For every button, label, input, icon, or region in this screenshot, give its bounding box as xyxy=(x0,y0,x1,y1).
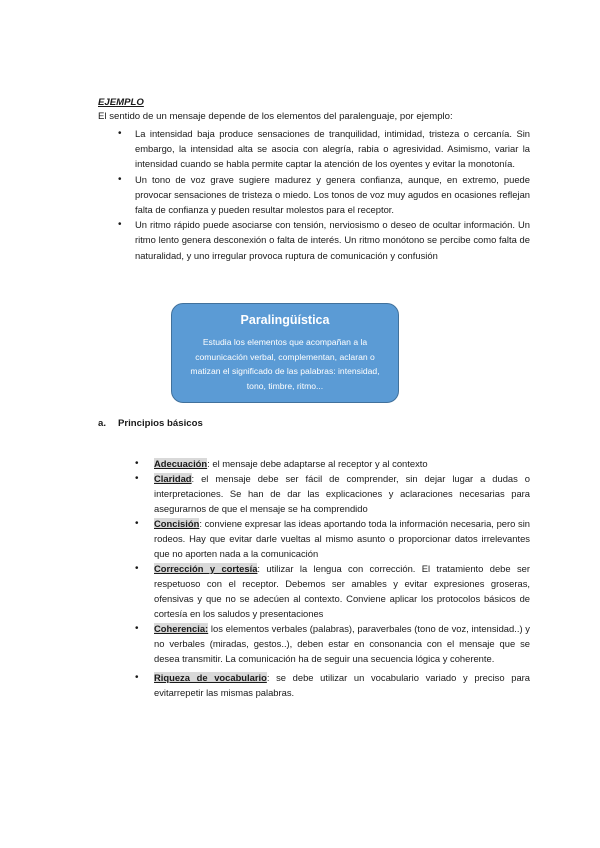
list-item xyxy=(135,516,530,561)
bullet-icon: • xyxy=(135,563,139,574)
bullet-icon: • xyxy=(135,672,139,683)
bullet-icon: • xyxy=(135,458,139,469)
callout-title: Paralingüística xyxy=(240,313,330,327)
bullet-icon: • xyxy=(135,473,139,484)
principle-term: Coherencia: xyxy=(154,623,209,634)
example-bullet-list xyxy=(98,126,530,263)
bullet-icon: • xyxy=(118,219,122,231)
principle-text: : utilizar la lengua con corrección. El tratamiento debe ser respetuoso con el receptor. Debemos ser amables y evitar expresiones groseras, ofensivas y que no se adecúen al contexto. Conviene aplicar los protocolos básicos de cortesía en los saludos y presentaciones xyxy=(154,563,531,619)
section-title-text: Principios básicos xyxy=(118,418,203,429)
list-item xyxy=(135,561,530,621)
example-intro: El sentido de un mensaje depende de los elementos del paralenguaje, por ejemplo: xyxy=(98,111,453,122)
list-item xyxy=(135,670,530,700)
list-item xyxy=(135,621,530,666)
principle-term: Adecuación xyxy=(154,458,208,469)
principle-term: Corrección y cortesía xyxy=(154,563,258,574)
paralinguistics-callout-box xyxy=(171,303,399,403)
list-item xyxy=(98,126,530,172)
list-item xyxy=(135,456,530,471)
list-item-text: Un ritmo rápido puede asociarse con tensión, nerviosismo o deseo de ocultar información. Un ritmo lento genera desconexión o falta de interés. Un ritmo monótono se percibe como falta de naturalidad, y uno irregular provoca ruptura de comunicación y confusión xyxy=(135,219,530,261)
list-item-text: La intensidad baja produce sensaciones de tranquilidad, intimidad, tristeza o cercanía. Sin embargo, la intensidad alta se asocia con alegría, rabia o agresividad. Asimismo, variar la intensidad cuando se habla permite captar la atención de los oyentes y evitar la monotonía. xyxy=(135,128,530,170)
principle-text: : conviene expresar las ideas aportando toda la información necesaria, pero sin rodeos. Hay que evitar darle vueltas al mismo asunto o proporcionar datos irrelevantes que no aporten nada a la comunicación xyxy=(154,518,530,559)
list-item xyxy=(98,172,530,218)
bullet-icon: • xyxy=(118,173,122,185)
principle-term: Riqueza de vocabulario xyxy=(154,672,267,683)
callout-body: Estudia los elementos que acompañan a la comunicación verbal, complementan, aclaran o matizan el significado de las palabras: intensidad, tono, timbre, ritmo... xyxy=(190,337,380,391)
principles-list xyxy=(135,456,530,700)
list-item xyxy=(98,217,530,263)
example-heading: EJEMPLO xyxy=(98,97,144,108)
principle-text: : el mensaje debe adaptarse al receptor y al contexto xyxy=(207,458,428,469)
section-marker: a. xyxy=(98,418,107,429)
principle-term: Concisión xyxy=(154,518,200,529)
list-item xyxy=(135,471,530,516)
bullet-icon: • xyxy=(135,623,139,634)
principle-term: Claridad xyxy=(154,473,192,484)
principle-text: : el mensaje debe ser fácil de comprender, sin dejar lugar a dudas o interpretaciones. Se han de dar las explicaciones y aclaraciones necesarias para asegurarnos de que el mensaje se ha comprendido xyxy=(154,473,530,514)
list-item-text: Un tono de voz grave sugiere madurez y genera confianza, aunque, en extremo, puede provocar sensaciones de tristeza o miedo. Los tonos de voz muy agudos en ocasiones reflejan falta de confianza y pueden resultar molestos para el receptor. xyxy=(135,173,530,216)
section-title xyxy=(98,418,203,429)
principle-text: los elementos verbales (palabras), paraverbales (tono de voz, intensidad..) y no verbales (miradas, gestos..), deben estar en consonancia con el mensaje que se desea transmitir. La comunicación ha de seguir una secuencia lógica y coherente. xyxy=(154,623,530,664)
bullet-icon: • xyxy=(118,128,122,139)
bullet-icon: • xyxy=(135,518,139,529)
principle-text: : se debe utilizar un vocabulario variado y preciso para evitarrepetir las mismas palabras. xyxy=(154,672,530,698)
